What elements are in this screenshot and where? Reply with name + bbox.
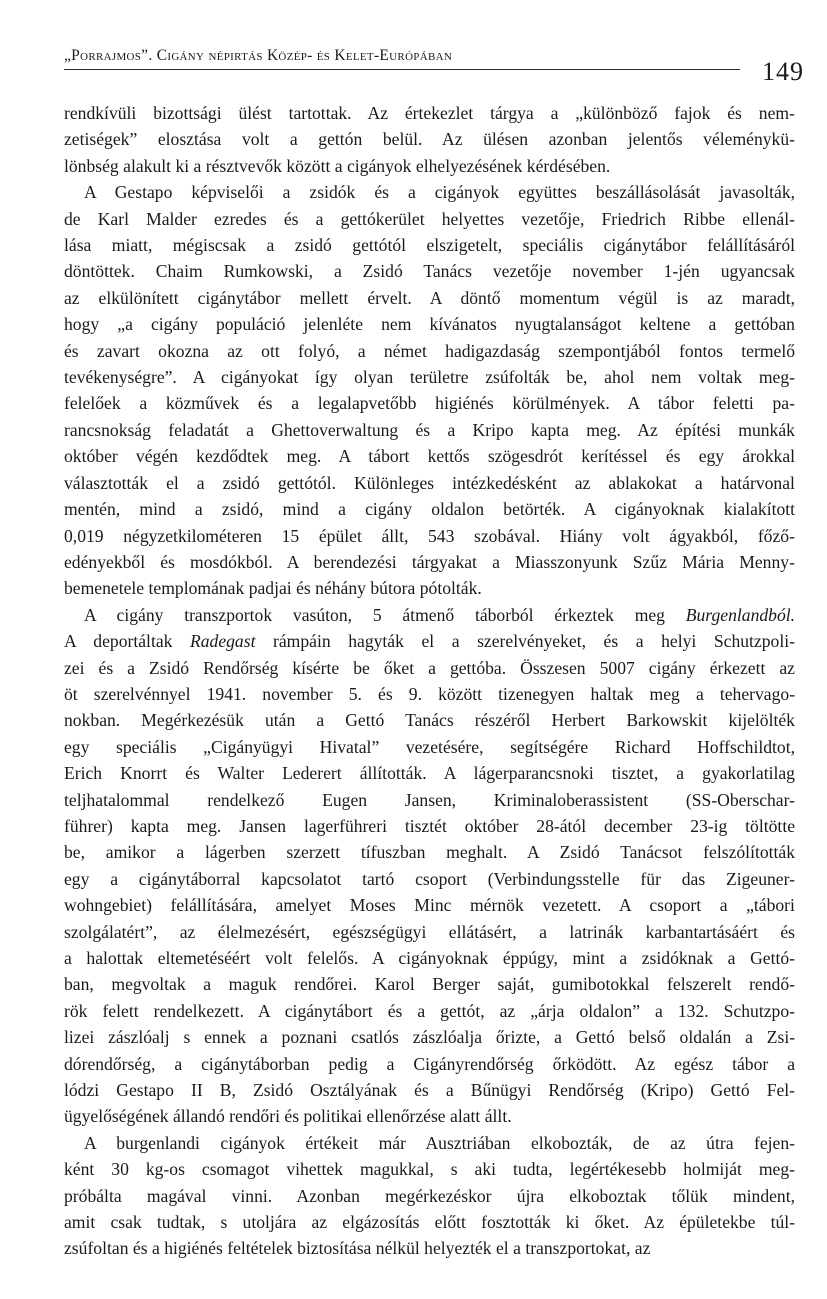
text-line: führer) kapta meg. Jansen lagerführeri tisztét október 28-ától december 23-ig töltötte xyxy=(64,815,795,836)
paragraph xyxy=(64,602,795,1130)
text-line: lönbség alakult ki a résztvevők között a cigányok elhelyezésének kérdésében. xyxy=(64,155,611,176)
text-line: zetiségek” elosztása volt a gettón belül. Az ülésen azonban jelentős véleménykü- xyxy=(64,129,795,150)
text-line: A cigány transzportok vasúton, 5 átmenő táborból érkeztek meg Burgenlandból. xyxy=(84,604,795,625)
text-line: október végén kezdődtek meg. A tábort kettős szögesdrót kerítéssel és egy árokkal xyxy=(64,446,795,467)
text-line: lása miatt, mégiscsak a zsidó gettótól elszigetelt, speciális cigánytábor felállításáról xyxy=(64,235,795,256)
text-line: egy speciális „Cigányügyi Hivatal” vezetésére, segítségére Richard Hoffschildtot, xyxy=(64,736,795,757)
text-line: lizei zászlóalj s ennek a poznani csatlós zászlóalja őrizte, a Gettó belső oldalán a Zsi- xyxy=(64,1027,795,1048)
paragraph xyxy=(64,179,795,602)
text-line: Erich Knorrt és Walter Lederert állították. A lágerparancsnoki tisztet, a gyakorlatilag xyxy=(64,763,795,784)
text-line: bemenetele templomának padjai és néhány bútora pótolták. xyxy=(64,578,482,599)
text-line: hogy „a cigány populáció jelenléte nem kívánatos nyugtalanságot keltene a gettóban xyxy=(64,314,795,335)
text-line: a halottak eltemetéséért volt felelős. A cigányoknak éppúgy, mint a zsidóknak a Gettó- xyxy=(64,948,795,968)
paragraph xyxy=(64,100,795,179)
running-header xyxy=(64,47,804,87)
text-line: rök felett rendelkezett. A cigánytábort és a gettót, az „árja oldalon” a 132. Schutzpo- xyxy=(64,1000,795,1021)
text-line: zei és a Zsidó Rendőrség kísérte be őket a gettóba. Összesen 5007 cigány érkezett az xyxy=(64,657,795,678)
text-line: egy a cigánytáborral kapcsolatot tartó csoport (Verbindungsstelle für das Zigeuner- xyxy=(64,868,795,889)
header-rule xyxy=(64,69,740,70)
text-line: lódzi Gestapo II B, Zsidó Osztályának és a Bűnügyi Rendőrség (Kripo) Gettó Fel- xyxy=(64,1080,795,1101)
text-line: edényekből és mosdókból. A berendezési tárgyakat a Miasszonyunk Szűz Mária Menny- xyxy=(64,551,795,572)
text-line: öt szerelvénnyel 1941. november 5. és 9. között tizenegyen haltak meg a tehervago- xyxy=(64,683,795,704)
text-line: rancsnokság feladatát a Ghettoverwaltung és a Kripo kapta meg. Az építési munkák xyxy=(64,419,795,440)
paragraph xyxy=(64,1130,795,1262)
text-line: mentén, mind a zsidó, mind a cigány oldalon betörték. A cigányoknak kialakított xyxy=(64,499,795,520)
text-line: dórendőrség, a cigánytáborban pedig a Cigányrendőrség őrködött. Az egész tábor a xyxy=(64,1053,795,1074)
text-line: ban, megvoltak a maguk rendőrei. Karol Berger saját, gumibotokkal felszerelt rendő- xyxy=(64,974,795,995)
body-text xyxy=(64,100,795,1262)
text-line: A burgenlandi cigányok értékeit már Ausztriában elkobozták, de az útra fejen- xyxy=(84,1132,795,1153)
text-line: nokban. Megérkezésük után a Gettó Tanács részéről Herbert Barkowskit kijelölték xyxy=(64,710,795,731)
text-line: és zavart okozna az ott folyó, a német hadigazdaság szempontjából fontos termelő xyxy=(64,340,795,361)
running-title: „Porrajmos”. Cigány népirtás Közép- és Kelet-Európában xyxy=(64,47,453,64)
text-line: felelőek a közművek és a legalapvetőbb higiénés körülmények. A tábor feletti pa- xyxy=(64,393,795,414)
text-line: ként 30 kg-os csomagot vihettek magukkal, s aki tudta, legértékesebb holmiját meg- xyxy=(64,1159,795,1180)
text-line: be, amikor a lágerben szerzett tífuszban meghalt. A Zsidó Tanácsot felszólították xyxy=(64,842,795,863)
text-line: amit csak tudtak, s utoljára az elgázosítás előtt fosztották ki őket. Az épületekbe túl- xyxy=(64,1212,795,1233)
text-line: de Karl Malder ezredes és a gettókerület helyettes vezetője, Friedrich Ribbe ellenál- xyxy=(64,208,795,229)
text-line: wohngebiet) felállítására, amelyet Moses Minc mérnök vezetett. A csoport a „tábori xyxy=(64,895,795,916)
text-line: 0,019 négyzetkilométeren 15 épület állt, 543 szobával. Hiány volt ágyakból, főző- xyxy=(64,525,795,546)
page-number: 149 xyxy=(762,57,804,86)
text-line: szolgálatért”, az élelmezésért, egészségügyi ellátásért, a latrinák karbantartásáért és xyxy=(64,921,795,942)
text-line: teljhatalommal rendelkező Eugen Jansen, Kriminaloberassistent (SS-Oberschar- xyxy=(64,789,795,810)
text-line: választották el a zsidó gettótól. Különleges intézkedésként az ablakokat a határvonal xyxy=(64,472,795,493)
text-line: A Gestapo képviselői a zsidók és a cigányok együttes beszállásolását javasolták, xyxy=(84,182,795,203)
text-line: döntöttek. Chaim Rumkowski, a Zsidó Tanács vezetője november 1-jén ugyancsak xyxy=(64,261,795,282)
text-line: zsúfoltan és a higiénés feltételek biztosítása nélkül helyezték el a transzportokat, az xyxy=(64,1238,651,1259)
text-line: rendkívüli bizottsági ülést tartottak. Az értekezlet tárgya a „különböző fajok és nem- xyxy=(64,103,795,123)
text-line: ügyelőségének állandó rendőri és politikai ellenőrzése alatt állt. xyxy=(64,1106,512,1127)
text-line: tevékenységre”. A cigányokat így olyan területre zsúfolták be, ahol nem voltak meg- xyxy=(64,367,795,388)
text-line: A deportáltak Radegast rámpáin hagyták el a szerelvényeket, és a helyi Schutzpoli- xyxy=(64,631,795,652)
text-line: az elkülönített cigánytábor mellett érvelt. A döntő momentum végül is az maradt, xyxy=(64,287,795,308)
text-line: próbálta magával vinni. Azonban megérkezéskor újra elkoboztak tőlük mindent, xyxy=(64,1185,795,1206)
